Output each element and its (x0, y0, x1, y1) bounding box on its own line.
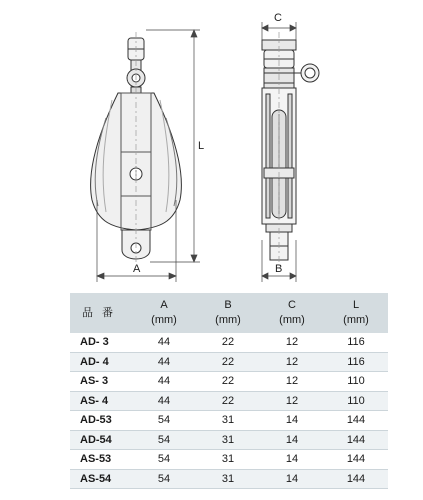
table-header-row (70, 293, 388, 333)
table-row (70, 372, 388, 392)
cell-a: 44 (132, 352, 196, 372)
table-row (70, 469, 388, 489)
cell-l: 144 (324, 430, 388, 450)
cell-a: 54 (132, 469, 196, 489)
column-header-b-unit: (mm) (215, 314, 241, 326)
cell-a: 44 (132, 333, 196, 352)
column-header-a-unit: (mm) (151, 314, 177, 326)
cell-b: 31 (196, 430, 260, 450)
cell-c: 14 (260, 411, 324, 431)
cell-b: 22 (196, 372, 260, 392)
cell-l: 116 (324, 333, 388, 352)
column-header-c (260, 293, 324, 333)
column-header-c-letter: C (288, 299, 296, 311)
cell-b: 22 (196, 352, 260, 372)
cell-a: 44 (132, 391, 196, 411)
cell-model: AS-54 (70, 469, 132, 489)
cell-b: 31 (196, 469, 260, 489)
table-row (70, 411, 388, 431)
spec-table (70, 293, 388, 489)
cell-c: 14 (260, 430, 324, 450)
cell-model: AD- 3 (70, 333, 132, 352)
cell-model: AD-53 (70, 411, 132, 431)
cell-l: 144 (324, 469, 388, 489)
cell-b: 22 (196, 333, 260, 352)
column-header-l (324, 293, 388, 333)
cell-b: 22 (196, 391, 260, 411)
table-row (70, 352, 388, 372)
table-row (70, 450, 388, 470)
column-header-l-letter: L (352, 299, 360, 311)
table-row (70, 333, 388, 352)
cell-c: 14 (260, 469, 324, 489)
column-header-a (132, 293, 196, 333)
column-header-c-unit: (mm) (279, 314, 305, 326)
table-row (70, 430, 388, 450)
cell-l: 144 (324, 411, 388, 431)
cell-a: 54 (132, 450, 196, 470)
cell-l: 116 (324, 352, 388, 372)
cell-l: 110 (324, 391, 388, 411)
cell-l: 144 (324, 450, 388, 470)
cell-l: 110 (324, 372, 388, 392)
cell-c: 14 (260, 450, 324, 470)
cell-b: 31 (196, 411, 260, 431)
cell-b: 31 (196, 450, 260, 470)
cell-model: AD-54 (70, 430, 132, 450)
dimension-B-label: B (275, 263, 283, 275)
column-header-b-letter: B (224, 299, 232, 311)
column-header-b (196, 293, 260, 333)
column-header-l-unit: (mm) (343, 314, 369, 326)
cell-a: 54 (132, 411, 196, 431)
cell-model: AS-53 (70, 450, 132, 470)
dimension-A-label: A (133, 263, 141, 275)
cell-model: AS- 3 (70, 372, 132, 392)
cell-model: AD- 4 (70, 352, 132, 372)
cell-model: AS- 4 (70, 391, 132, 411)
side-view (262, 32, 319, 264)
column-header-a-letter: A (160, 299, 168, 311)
column-header-model: 品 番 (70, 293, 132, 333)
cell-a: 44 (132, 372, 196, 392)
table-row (70, 391, 388, 411)
cell-c: 12 (260, 391, 324, 411)
dimension-C-label: C (274, 12, 282, 24)
front-view (91, 32, 182, 262)
cell-c: 12 (260, 352, 324, 372)
cell-c: 12 (260, 372, 324, 392)
cell-a: 54 (132, 430, 196, 450)
cell-c: 12 (260, 333, 324, 352)
dimension-L-label: L (198, 140, 205, 152)
